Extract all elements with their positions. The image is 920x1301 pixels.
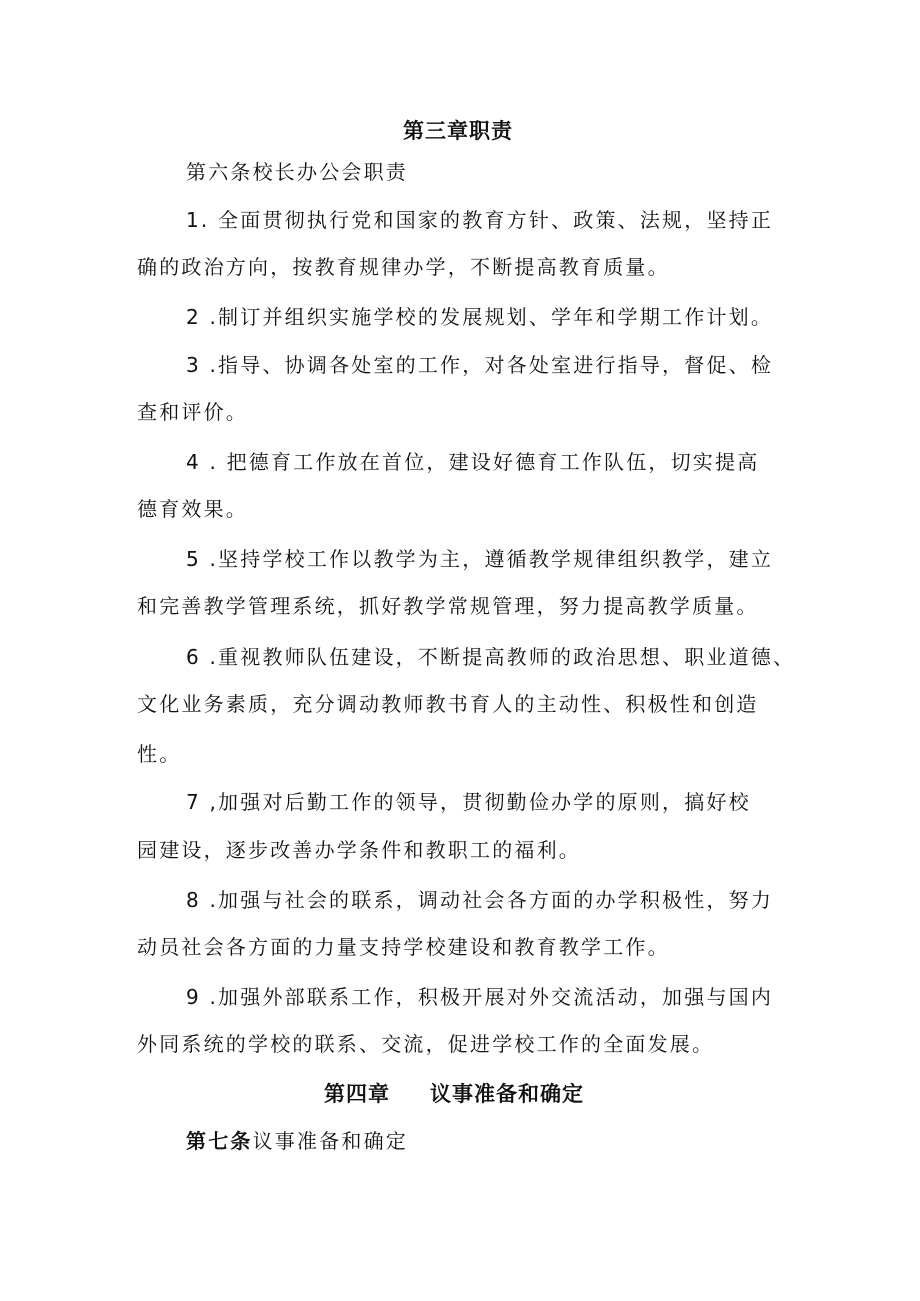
item-1-line-1: 1. 全面贯彻执行党和国家的教育方针、政策、法规，坚持正 — [186, 208, 774, 232]
article-7-label: 第七条 — [186, 1129, 253, 1153]
item-4-line-2: 德育效果。 — [137, 497, 248, 521]
item-6-line-2: 文化业务素质，充分调动教师教书育人的主动性、积极性和创造 — [137, 692, 759, 716]
item-8-line-2: 动员社会各方面的力量支持学校建设和教育教学工作。 — [137, 935, 670, 959]
item-1-line-2: 确的政治方向，按教育规律办学，不断提高教育质量。 — [137, 255, 670, 279]
item-6-line-3: 性。 — [137, 742, 182, 766]
item-5-line-2: 和完善教学管理系统，抓好教学常规管理，努力提高教学质量。 — [137, 594, 759, 618]
chapter-4-title: 议事准备和确定 — [430, 1082, 584, 1106]
item-6-line-1: 6 .重视教师队伍建设，不断提高教师的政治思想、职业道德、 — [186, 645, 796, 669]
item-2-line-1: 2 .制订并组织实施学校的发展规划、学年和学期工作计划。 — [186, 305, 774, 329]
article-6-title: 第六条校长办公会职责 — [186, 160, 408, 184]
chapter-4-label: 第四章 — [324, 1082, 390, 1106]
item-9-line-2: 外同系统的学校的联系、交流，促进学校工作的全面发展。 — [137, 1032, 715, 1056]
item-8-line-1: 8 .加强与社会的联系，调动社会各方面的办学积极性，努力 — [186, 888, 774, 912]
article-7-heading — [186, 1127, 408, 1155]
item-7-line-1: 7 ,加强对后勤工作的领导，贯彻勤俭办学的原则，搞好校 — [186, 790, 751, 814]
item-9-line-1: 9 .加强外部联系工作，积极开展对外交流活动，加强与国内 — [186, 985, 774, 1009]
item-4-line-1: 4 . 把德育工作放在首位，建设好德育工作队伍，切实提高 — [186, 450, 760, 474]
chapter-3-title: 第三章职责 — [403, 119, 513, 143]
item-5-line-1: 5 .坚持学校工作以教学为主，遵循教学规律组织教学，建立 — [186, 547, 774, 571]
item-3-line-2: 查和评价。 — [137, 400, 248, 424]
article-7-title: 议事准备和确定 — [252, 1129, 409, 1153]
item-3-line-1: 3 .指导、协调各处室的工作，对各处室进行指导，督促、检 — [186, 353, 774, 377]
chapter-4-heading — [324, 1078, 584, 1108]
item-7-line-2: 园建设，逐步改善办学条件和教职工的福利。 — [137, 838, 581, 862]
